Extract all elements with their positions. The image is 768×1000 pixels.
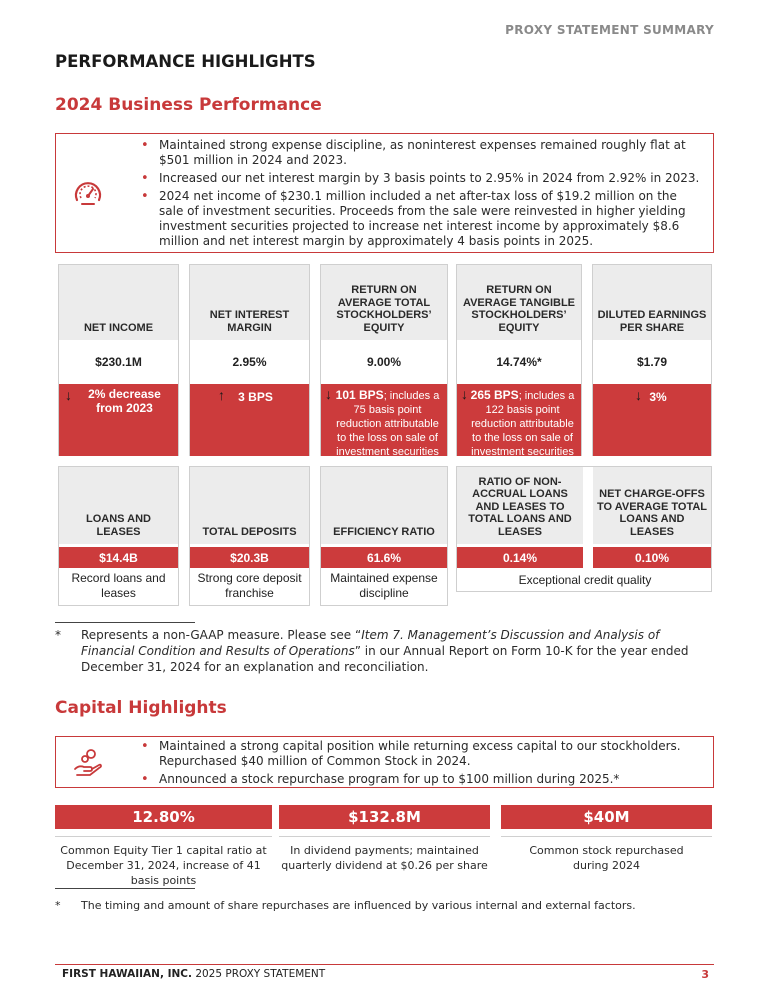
business-bullet-box	[55, 133, 714, 253]
metric-label: RETURN ON AVERAGE TOTAL STOCKHOLDERS’ EQUITY	[321, 265, 447, 340]
capital-value: $132.8M	[279, 805, 490, 829]
capital-value: $40M	[501, 805, 712, 829]
footnote-text-post: ” in our Annual Report on Form 10-K for the year ended December 31, 2024 for an explanation and reconciliation.	[81, 644, 689, 674]
metric-label: EFFICIENCY RATIO	[321, 467, 447, 544]
business-bullet-list	[56, 138, 713, 249]
delta-text: 3%	[649, 390, 667, 404]
metric-net-income	[58, 264, 179, 456]
metric-net-interest-margin	[189, 264, 310, 456]
metric-label: NET INTEREST MARGIN	[190, 265, 309, 340]
page-number: 3	[701, 968, 709, 981]
metric-total-deposits	[189, 466, 310, 606]
footnote-mark: *	[55, 628, 61, 642]
footer-doc: 2025 PROXY STATEMENT	[191, 968, 326, 980]
capital-box-dividends	[279, 805, 490, 873]
capital-bullet-list	[56, 739, 713, 787]
metric-loans-and-leases	[58, 466, 179, 606]
metric-delta	[190, 384, 309, 456]
hand-coins-icon	[72, 747, 102, 777]
metric-value: 0.10%	[593, 547, 711, 568]
metric-delta	[321, 384, 447, 456]
metric-value: 0.14%	[457, 547, 583, 568]
footnote-text: The timing and amount of share repurchases are influenced by various internal and external factors.	[81, 899, 636, 912]
footnote-repurchase	[55, 898, 714, 914]
footnote-nongaap	[55, 627, 714, 675]
metric-value: $230.1M	[95, 355, 142, 369]
metric-return-on-tangible-equity	[456, 264, 582, 456]
capital-box-repurchased	[501, 805, 712, 873]
metric-non-accrual-ratio	[457, 467, 583, 568]
metric-note: Maintained expense discipline	[330, 571, 438, 600]
footnote-text-pre: Represents a non-GAAP measure. Please see “	[81, 628, 362, 642]
arrow-up-icon: ↑	[218, 387, 225, 403]
metric-delta	[59, 384, 178, 456]
metric-value: 9.00%	[366, 355, 402, 369]
footer-title	[62, 968, 325, 980]
footer-company: FIRST HAWAIIAN, INC.	[62, 968, 192, 980]
footnote-divider	[55, 888, 195, 889]
footer-divider	[55, 964, 714, 965]
delta-text: 2% decrease from 2023	[88, 387, 161, 415]
list-item: • Maintained strong expense discipline, as noninterest expenses remained roughly flat at $501 million in 2024 and 2023.	[139, 138, 703, 168]
delta-text: 3 BPS	[238, 390, 273, 404]
metric-value: 14.74%*	[496, 355, 542, 369]
metric-net-charge-offs	[593, 467, 711, 568]
list-item: • 2024 net income of $230.1 million included a net after-tax loss of $19.2 million on the sale of investment securities. Proceeds from the sale were reinvested in higher yielding investment securities projected to increase net interest income by approximately $8.6 million and net interest margin by approximately 4 basis points in 2025.	[139, 189, 703, 249]
metric-label: RATIO OF NON-ACCRUAL LOANS AND LEASES TO TOTAL LOANS AND LEASES	[457, 467, 583, 544]
running-head: PROXY STATEMENT SUMMARY	[505, 23, 714, 37]
capital-value: 12.80%	[55, 805, 272, 829]
metric-delta	[593, 384, 711, 456]
list-item: • Announced a stock repurchase program for up to $100 million during 2025.*	[139, 772, 703, 787]
delta-text: 265 BPS	[470, 388, 519, 402]
metric-note: Strong core deposit franchise	[197, 571, 302, 600]
metric-label: DILUTED EARNINGS PER SHARE	[593, 265, 711, 340]
metric-value: $20.3B	[190, 547, 309, 568]
delta-detail: ; includes a 122 basis point reduction attributable to the loss on sale of investment securities	[471, 390, 575, 458]
footnote-text-italic: Item 7. Management’s Discussion and Analysis of Financial Condition and Results of Operations	[81, 628, 660, 658]
speedometer-icon	[72, 178, 102, 208]
metric-label: RETURN ON AVERAGE TANGIBLE STOCKHOLDERS’ EQUITY	[457, 265, 581, 340]
metric-return-on-equity	[320, 264, 448, 456]
credit-quality-group	[456, 466, 712, 592]
metric-diluted-eps	[592, 264, 712, 456]
arrow-down-icon: ↓	[65, 387, 72, 403]
list-item: • Increased our net interest margin by 3 basis points to 2.95% in 2024 from 2.92% in 2023.	[139, 171, 703, 186]
metric-value: $1.79	[636, 355, 668, 369]
capital-desc: Common Equity Tier 1 capital ratio at December 31, 2024, increase of 41 basis points	[55, 836, 272, 888]
metric-value: $14.4B	[59, 547, 178, 568]
metric-label: NET INCOME	[59, 265, 178, 340]
footnote-divider	[55, 622, 195, 623]
metric-value: 61.6%	[321, 547, 447, 568]
capital-bullet-box	[55, 736, 714, 788]
metric-delta	[457, 384, 581, 456]
arrow-down-icon: ↓	[635, 387, 642, 403]
list-item: • Maintained a strong capital position while returning excess capital to our stockholders. Repurchased $40 million of Common Stock in 2024.	[139, 739, 703, 769]
delta-detail: ; includes a 75 basis point reduction attributable to the loss on sale of investment securities	[336, 390, 440, 458]
metric-note: Record loans and leases	[71, 571, 166, 600]
metric-label: LOANS AND LEASES	[59, 467, 178, 544]
credit-quality-note: Exceptional credit quality	[518, 573, 652, 587]
metric-value: 2.95%	[232, 355, 267, 369]
metric-label: NET CHARGE-OFFS TO AVERAGE TOTAL LOANS AND LEASES	[593, 467, 711, 544]
arrow-down-icon: ↓	[325, 386, 332, 402]
metric-efficiency-ratio	[320, 466, 448, 606]
footnote-mark: *	[55, 899, 61, 912]
capital-highlights-title: Capital Highlights	[55, 698, 227, 718]
arrow-down-icon: ↓	[461, 386, 468, 402]
capital-desc: Common stock repurchased during 2024	[501, 836, 712, 873]
metric-label: TOTAL DEPOSITS	[190, 467, 309, 544]
business-performance-title: 2024 Business Performance	[55, 95, 322, 115]
capital-box-cet1	[55, 805, 272, 888]
section-title: PERFORMANCE HIGHLIGHTS	[55, 52, 316, 71]
delta-text: 101 BPS	[335, 388, 384, 402]
capital-desc: In dividend payments; maintained quarterly dividend at $0.26 per share	[279, 836, 490, 873]
